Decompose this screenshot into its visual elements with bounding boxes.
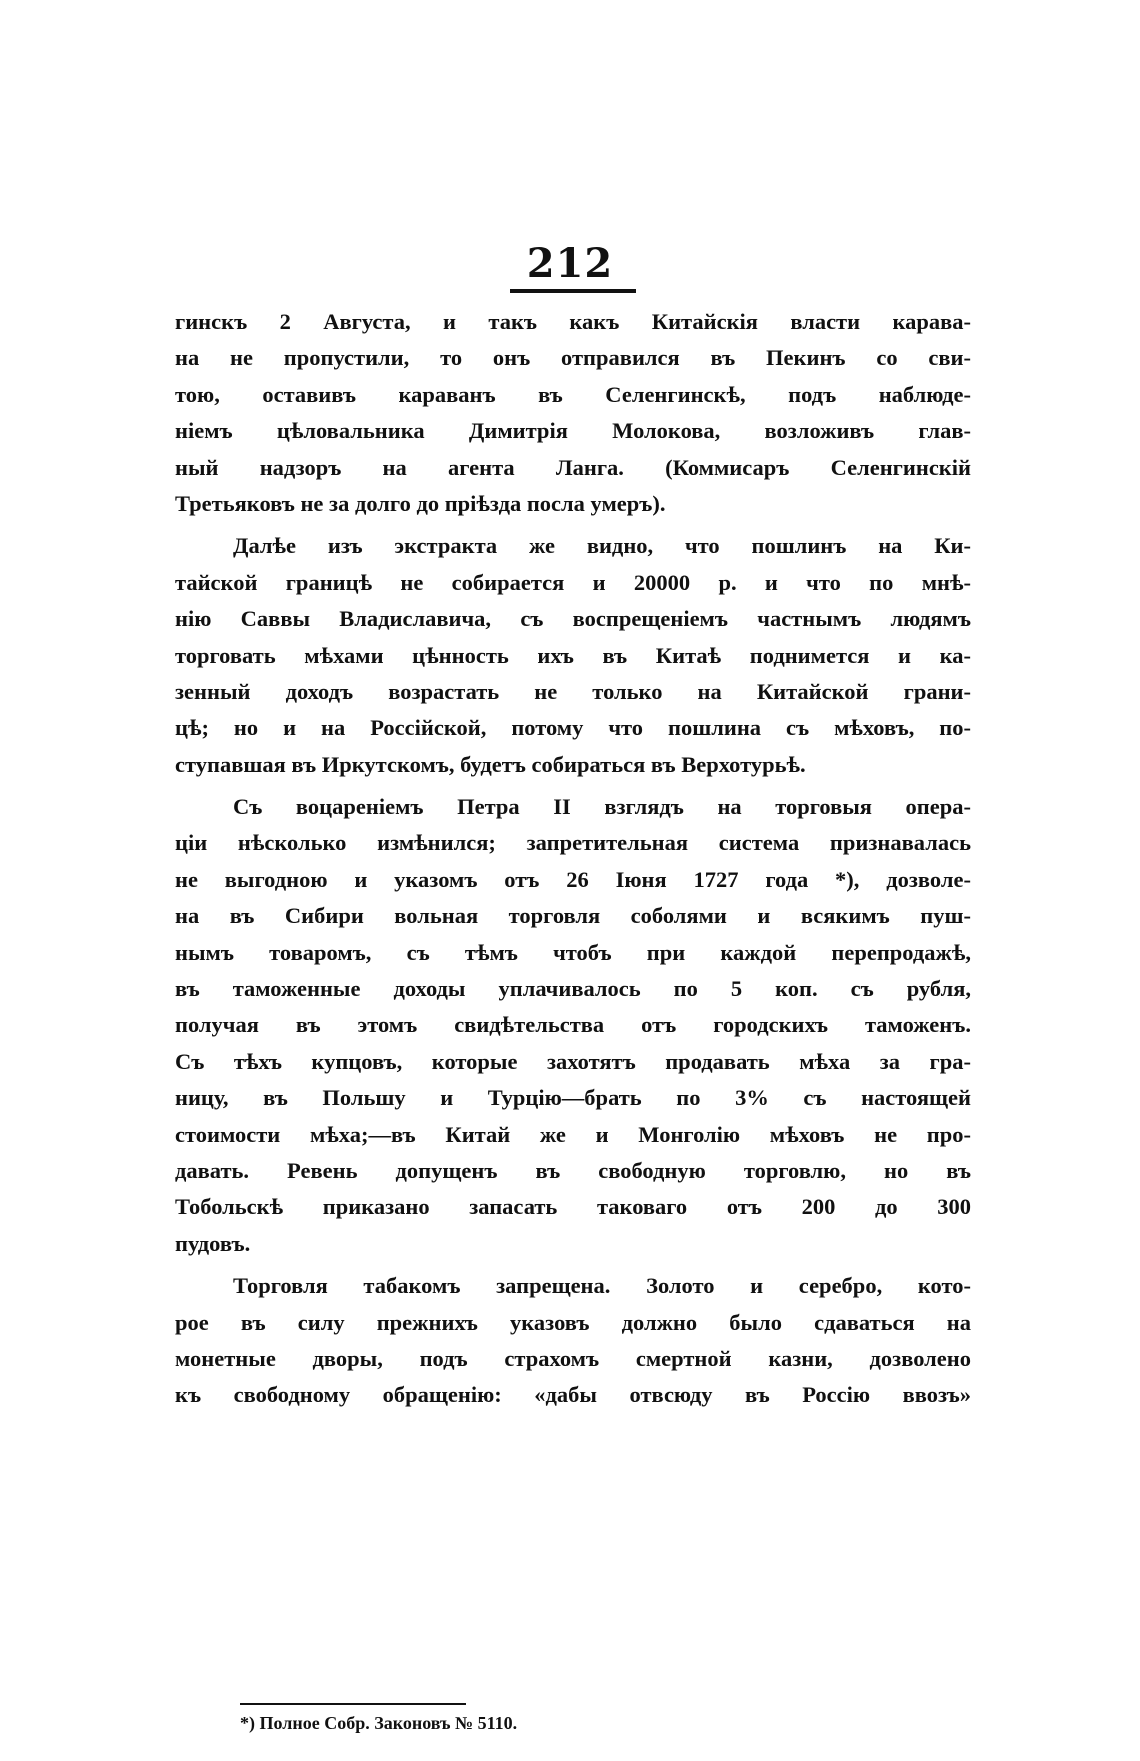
text-line: Далѣе изъ экстракта же видно, что пошлинъ на Ки- <box>233 533 971 559</box>
text-line: монетные дворы, подъ страхомъ смертной казни, дозволено <box>175 1345 971 1371</box>
text-line: получая въ этомъ свидѣтельства отъ городскихъ таможенъ. <box>175 1012 971 1038</box>
text-line: ступавшая въ Иркутскомъ, будетъ собираться въ Верхотурьѣ. <box>175 751 806 777</box>
text-line: цѣ; но и на Россійской, потому что пошлина съ мѣховъ, по- <box>175 715 971 741</box>
footnote-rule <box>240 1703 466 1705</box>
text-line: въ таможенные доходы уплачивалось по 5 коп. съ рубля, <box>175 976 971 1002</box>
text-line: тайской границѣ не собирается и 20000 р. и что по мнѣ- <box>175 569 971 595</box>
text-line: Съ воцареніемъ Петра II взглядъ на торговыя опера- <box>233 794 971 820</box>
text-line: ніемъ цѣловальника Димитрія Молокова, возложивъ глав- <box>175 418 971 444</box>
text-line: ный надзоръ на агента Ланга. (Коммисаръ Селенгинскій <box>175 454 971 480</box>
text-line: ціи нѣсколько измѣнился; запретительная система признавалась <box>175 830 971 856</box>
text-line: нымъ товаромъ, съ тѣмъ чтобъ при каждой перепродажѣ, <box>175 939 971 965</box>
text-line: гинскъ 2 Августа, и такъ какъ Китайскія власти карава- <box>175 309 971 334</box>
text-line: Съ тѣхъ купцовъ, которые захотятъ продавать мѣха за гра- <box>175 1048 971 1074</box>
text-line: Тобольскѣ приказано запасать таковаго отъ 200 до 300 <box>175 1194 971 1220</box>
text-line: торговать мѣхами цѣнность ихъ въ Китаѣ поднимется и ка- <box>175 642 971 668</box>
text-line: нію Саввы Владиславича, съ воспрещеніемъ частнымъ людямъ <box>175 606 971 632</box>
page-number: 212 <box>526 240 614 287</box>
text-line: тою, оставивъ караванъ въ Селенгинскѣ, подъ наблюде- <box>175 381 971 407</box>
text-line: рое въ силу прежнихъ указовъ должно было сдаваться на <box>175 1309 971 1335</box>
body-text <box>175 304 971 1414</box>
text-line: на не пропустили, то онъ отправился въ Пекинъ со сви- <box>175 345 971 371</box>
header-rule <box>510 289 636 293</box>
text-line: Торговля табакомъ запрещена. Золото и серебро, кото- <box>233 1273 971 1299</box>
text-line: ницу, въ Польшу и Турцію—брать по 3% съ настоящей <box>175 1085 971 1111</box>
text-line: стоимости мѣха;—въ Китай же и Монголію мѣховъ не про- <box>175 1121 971 1147</box>
text-line: не выгодною и указомъ отъ 26 Іюня 1727 года *), дозволе- <box>175 866 971 892</box>
text-line: давать. Ревень допущенъ въ свободную торговлю, но въ <box>175 1157 971 1183</box>
text-line: зенный доходъ возрастать не только на Китайской грани- <box>175 678 971 704</box>
text-line: Третьяковъ не за долго до пріѣзда посла умеръ). <box>175 490 666 516</box>
footnote: *) Полное Собр. Законовъ № 5110. <box>240 1713 518 1733</box>
text-line: на въ Сибири вольная торговля соболями и всякимъ пуш- <box>175 903 971 929</box>
text-line: къ свободному обращенію: «дабы отвсюду въ Россію ввозъ» <box>175 1382 971 1408</box>
text-line: пудовъ. <box>175 1230 251 1256</box>
